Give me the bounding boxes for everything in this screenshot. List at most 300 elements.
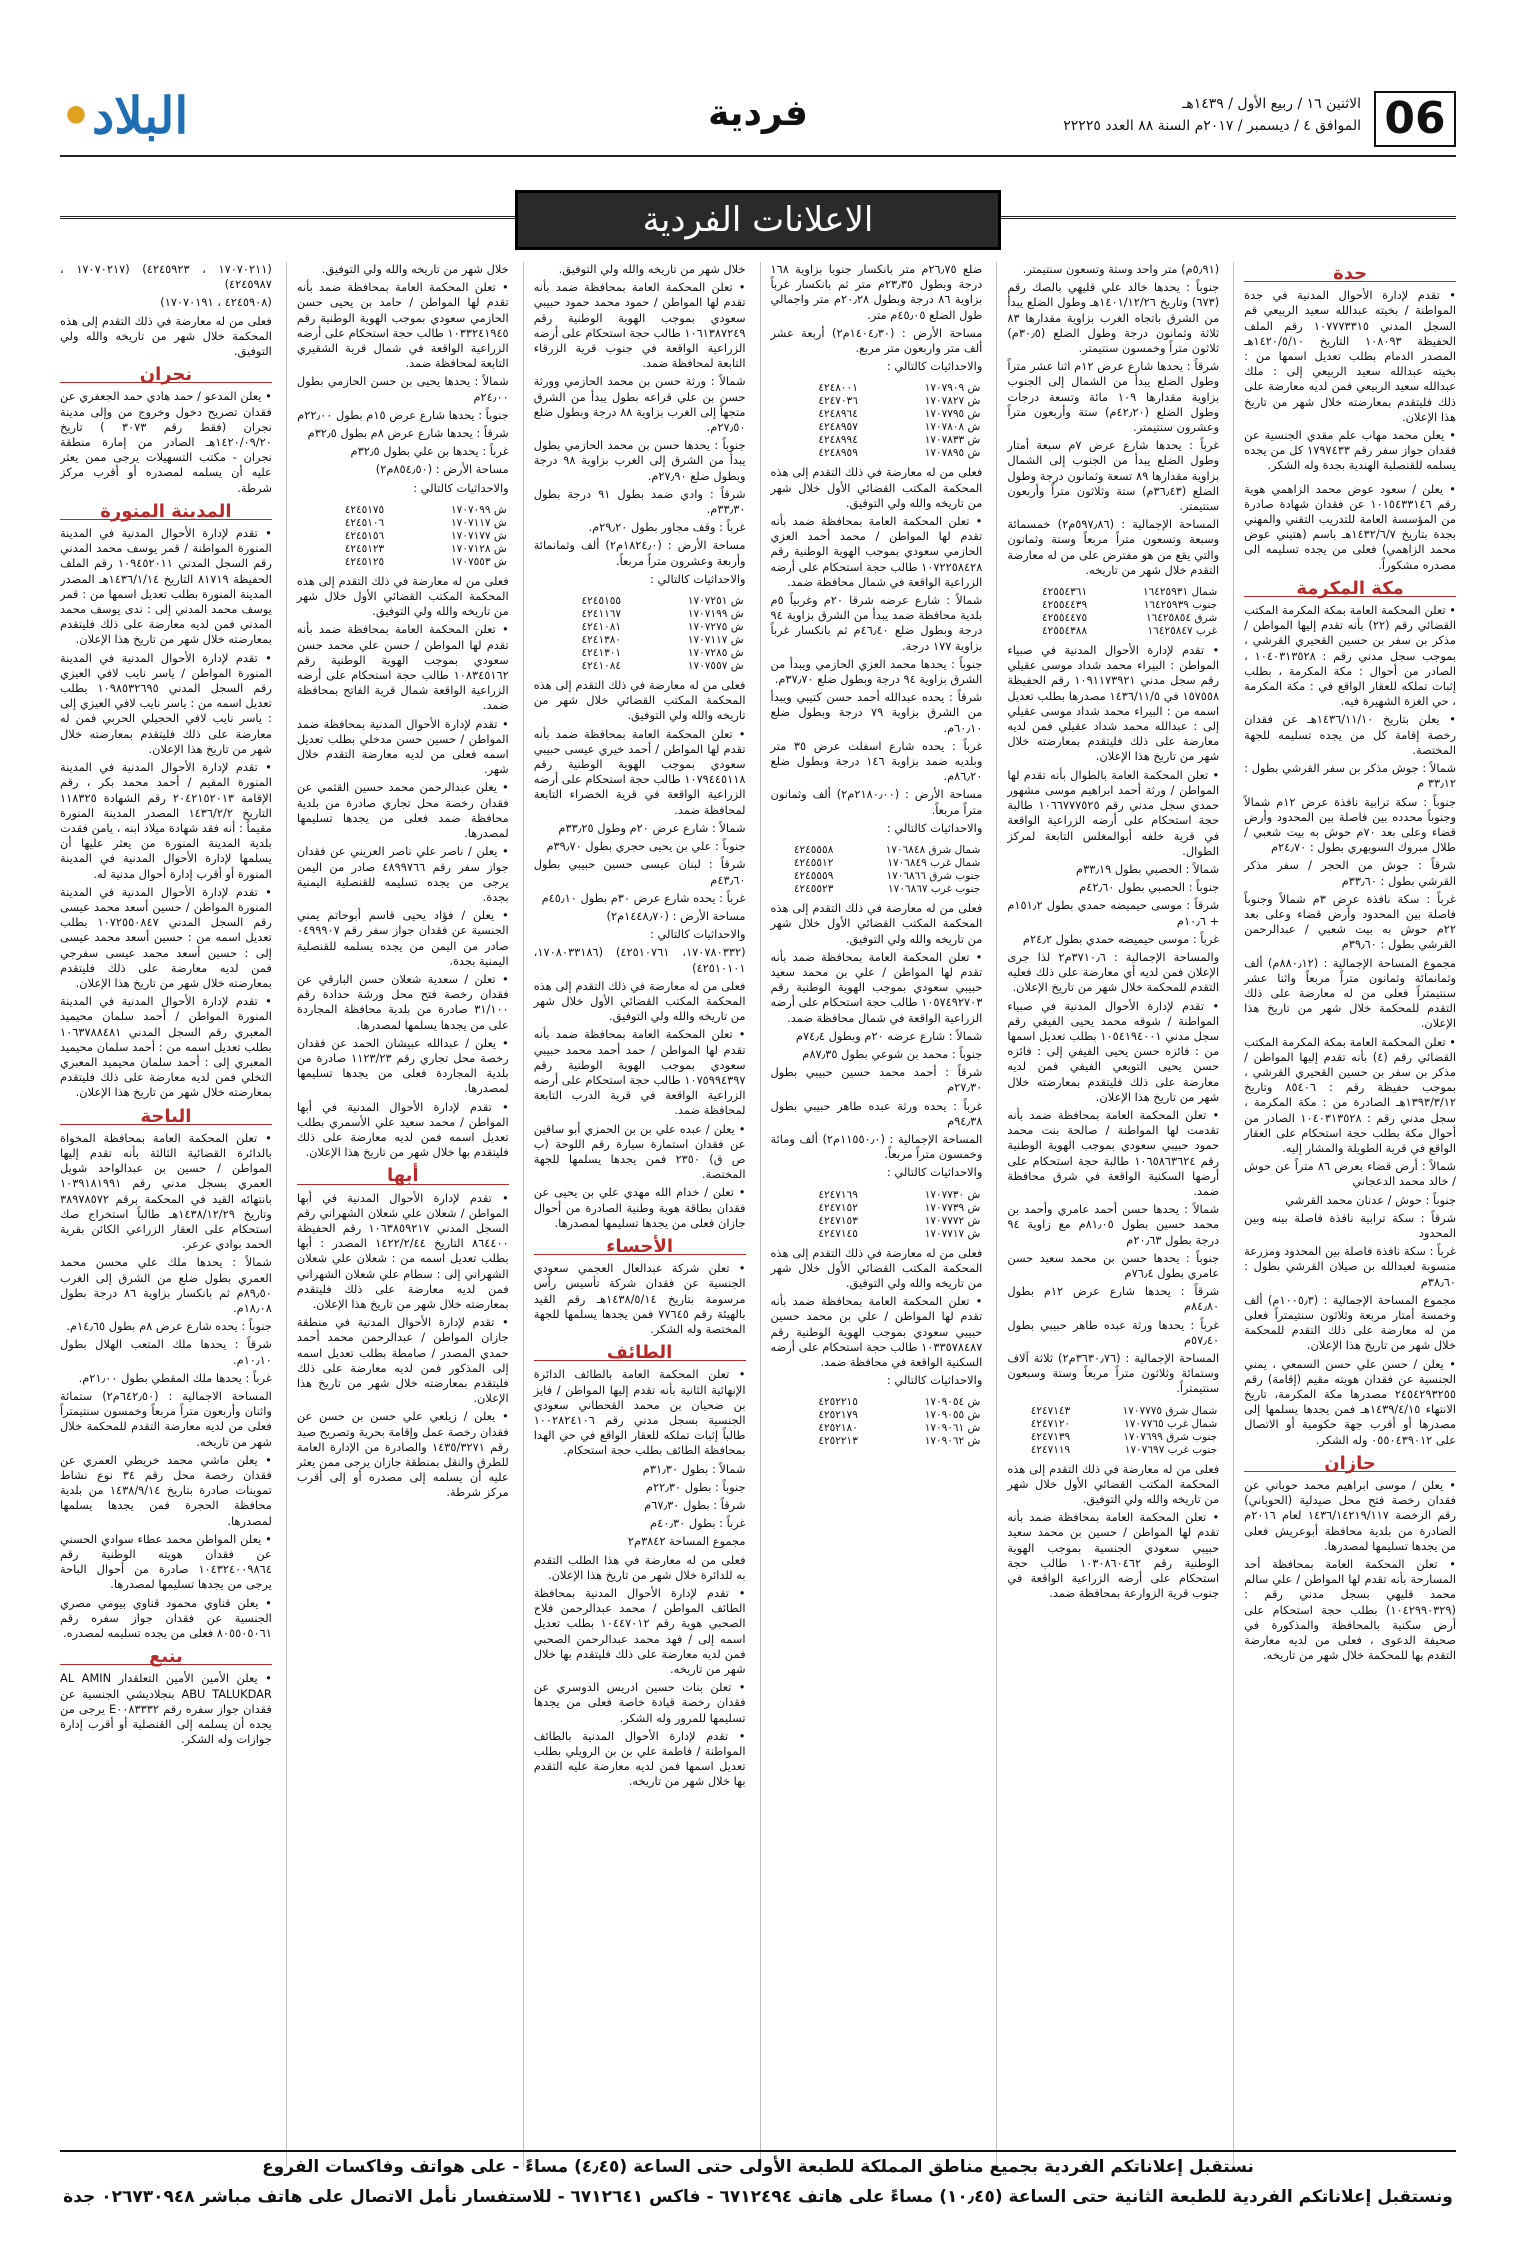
ad-paragraph: المساحة الاجمالية : (٦٤٢٫٥٠م٢) ستمائة واثنان وأربعون متراً مربعاً وخمسون سنتيمتراً فعلى من لديه معارضة التقدم للمحكمة خلال شهر من تاريخه. [60, 1389, 272, 1449]
table-row [1007, 625, 1219, 638]
ad-paragraph: فعلى من له معارضة في ذلك التقدم إلى هذه المحكمة المكتب القضائي الأول خلال شهر من تاريخه والله ولي التوفيق. [770, 1245, 983, 1290]
table-row [771, 1202, 983, 1215]
ad-paragraph: شمالاً : شارع عرضه شرقا ٢٠م وغربياً ٥م بلدية محافظة ضمد يبدأ من الشرق بزاوية ٩٤ درجة وبطول ضلع ٤٦٫٤٠م ثم بانكسار غرباً بزاوية ١٧٧ درجة. [770, 593, 983, 653]
table-row [771, 447, 983, 460]
date-line-gregorian: الموافق ٤ / ديسمبر / ٢٠١٧م السنة ٨٨ العدد ٢٢٢٢٥ [1063, 118, 1361, 134]
table-row [771, 844, 983, 857]
table-cell: ٤٢٤٥١٢٣ [344, 542, 385, 555]
table-cell: ٤٢٤٥١٧٥ [344, 503, 385, 516]
city-heading: الأحساء [534, 1239, 746, 1255]
table-row [534, 634, 746, 647]
ad-paragraph: • تعلن المحكمة العامة بالطوال بأنه تقدم لها المواطن / ورثة أحمد ابراهيم موسى مشهور حمدي سجل مدني رقم ١٠٦٦٧٧٧٥٢٥ طالبة حجة استحكام على أرضه الزراعية الواقعة في قرية خلفه أبوالمغلس التابعة لمركز الطوال. [1007, 767, 1220, 858]
table-row [534, 608, 746, 621]
table-cell: ٤٢٤٥١٥٥ [581, 595, 622, 608]
ad-paragraph: مجموع المساحة ٣٨٤٢م٢ [627, 1534, 746, 1549]
ad-paragraph: والاحداثيات كالتالي : [886, 359, 983, 374]
classified-ad [771, 465, 983, 836]
table-cell: شمال غرب ١٧٠٧٧٦٥ [1124, 1417, 1218, 1430]
table-cell: ش ١٧٠٧٢٧٥ [687, 621, 744, 634]
table-cell: ش ١٧٠٧٩٠٩ [924, 382, 981, 395]
ad-paragraph: • يعلن / زيلعي علي حسن بن حسن عن فقدان رخصة عمل وإقامة بحرية وتصريح صيد رقم ١٤٣٥/٣٢٧١ والصادرة من الإدارة العامة للطرق والنقل بمنطقة جازان يرجى ممن يعثر عليه أن يسلمه إلى مصدره أو إلى أقرب مركز شرطة. [296, 1409, 509, 1500]
table-row [297, 517, 509, 530]
ad-paragraph: فعلى من له معارضة في ذلك التقدم إلى هذه المحكمة خلال شهر من تاريخه والله ولي التوفيق. [60, 313, 272, 359]
ad-paragraph: • تقدم لإدارة الأحوال المدنية في جدة المواطنة / بخيته عبدالله سعيد الربيعي قم السجل المدني ١٠٧٧٧٣٣١٥ رقم الملف الحفيظة ١٠٨٠٩٣ التاريخ ١٤٢٠/٥/١٠هـ المصدر الدمام بطلب تعديل اسمها من : بخيته عبدالله سعيد الربيعي إلى : ملك عبدالله سعيد الربيعي فمن لديه معارضة على ذلك فليتقدم بمعارضته خلال شهر من تاريخ هذا الإعلان. [1244, 288, 1456, 424]
table-cell: ش ١٧٠٧٨٣٣ [924, 434, 981, 447]
table-row [771, 1228, 983, 1241]
table-cell: غرب ١٦٤٢٥٨٤٧ [1147, 625, 1218, 638]
classified-ad [297, 262, 509, 496]
ad-paragraph: • تقدم لإدارة الأحوال المدنية بمحافظة ضمد المواطن / حسين حسن مدخلي بطلب تعديل اسمه فعلى من لديه معارضة التقدم خلال شهر. [296, 716, 509, 777]
table-row [1007, 599, 1219, 612]
page-number: 06 [1374, 91, 1456, 147]
ad-paragraph: غرباً : يحده شارع عرض ٣٠م بطول ٤٥٫١٠م [541, 890, 746, 905]
table-cell: ٤٢٤٥١٥٦ [344, 529, 385, 542]
ad-paragraph: • يعلن / عبده علي بن بن الحمزي أبو ساقين عن فقدان استمارة سيارة رقم اللوحة (ب ص ق) ٢٣٥٠ فمن يجدها يسلمها للجهة المختصة. [533, 1121, 746, 1182]
classified-ad [60, 389, 272, 495]
table-cell: ٤٢٤١٠٨١ [581, 621, 622, 634]
table-row [771, 1396, 983, 1409]
coordinates-table [297, 504, 509, 569]
ad-paragraph: شرقاً : أحمد محمد حسين حبيبي بطول ٢٧٫٣٠م [770, 1065, 983, 1095]
logo-dot-icon: • [60, 86, 92, 145]
table-cell: ٤٢٤٥٥٥٩ [793, 870, 834, 883]
table-row [1007, 612, 1219, 625]
ad-column [996, 262, 1219, 2167]
table-cell: ش ١٧٠٧١٧٧ [451, 529, 507, 542]
ad-paragraph: • تعلن المحكمة العامة بمحافظة ضمد بأنه تقدم لها المواطن / حسين بن محمد سعيد حبيبي سعودي الجنسية بموجب الهوية الوطنية رقم ١٠٣٠٨٦٠٤٦٢ طالب حجة استحكام على أرضه الزراعية الواقعة في جنوب قرية الزوارعة بمحافظة ضمد. [1007, 1510, 1220, 1601]
table-cell: ٤٢٤٨٩٦٤ [818, 408, 858, 421]
ad-column [1233, 262, 1456, 2167]
table-cell: ش ١٧٠٧١٢٨ [451, 542, 507, 555]
ad-paragraph: جنوباً : حوش / عدنان محمد القرشي [1285, 1192, 1456, 1207]
ad-paragraph: شمالاً : يحدها ملك علي محسن محمد العمري بطول ضلع من الشرق إلى الغرب ٨٩٫٥٠م ثم بانكسار بزاوية ٨٦ درجة بطول ١٨٫٠٨م. [60, 1255, 272, 1315]
ad-paragraph: جنوباً : بطول ٢٢٫٣٠م [645, 1479, 746, 1494]
ad-paragraph: غرباً : سكة نافذة فاصلة بين المحدود ومزرعة منسوبة لعبدالله بن صيلان القرشي بطول : ٣٨٫٦٠م [1244, 1244, 1456, 1289]
coordinates-table [771, 1189, 983, 1241]
city-heading: الطائف [534, 1345, 746, 1361]
classified-ad [1007, 643, 1219, 1397]
ad-paragraph: • يعلن / فؤاد يحيى قاسم أبوحاتم يمني الجنسية عن فقدان جواز سفر رقم ٠٤٩٩٩٠٧ صادر من اليمن من يجده يسلمه للقنصلية اليمنية بجدة. [296, 908, 509, 968]
table-row [771, 1189, 983, 1202]
ad-paragraph: • تعلن / سعدية شعلان حسن البارقي عن فقدان رخصة فتح محل ورشة حدادة رقم ٣١/١٠٠ صادرة من بلدية محافظة المجاردة على من يجدها يسلمها لمصدرها. [296, 971, 509, 1032]
ad-paragraph: • تقدم لإدارة الأحوال المدنية في المدينة المنورة المواطن / ياسر نايب لافي العيزي رقم السجل المدني ١٠٩٨٥٣٢٦٩٥ بطلب تعديل اسمه من : ياسر نايب لافي العيزي إلى : ياسر نايب لافي الحجيلي الحربي فمن له معارضة على ذلك فليتقدم بمعارضته خلال شهر من تاريخ هذا الإعلان. [60, 650, 272, 756]
ad-paragraph: • تقدم لإدارة الأحوال المدنية في المدينة المنورة المواطنة / قمر يوسف محمد المدني رقم السجل المدني ١٠٩٤٥٢٠١١ رقم الملف الحفيظة ٨١٧١٩ التاريخ ١٤٣٦/١/١٤هـ المصدر المدينة المنورة بطلب تعديل اسمها من : قمر يوسف محمد المدني إلى : ندى يوسف محمد المدني فمن لديه معارضة على ذلك فليتقدم بمعارضته خلال شهر من تاريخ هذا الإعلان. [60, 526, 272, 647]
table-cell: ش ١٧٠٩٠٥٥ [924, 1409, 981, 1422]
ad-paragraph: غرباً : يحدها بن علي بطول ٣٢٫٥م [350, 444, 509, 459]
table-cell: شرق ١٦٤٢٥٨٥٤ [1145, 612, 1218, 625]
classified-ad [771, 1246, 983, 1389]
ad-paragraph: شمالاً : ورثة حسن بن محمد الحازمي وورثة حسن بن علي قراعه بطول يبدأ من الشرق متجهاً إلى الغرب بزاوية ٨٨ درجة وبطول ضلع ٢٧٫٥٠م. [533, 374, 746, 435]
ad-paragraph: والاحداثيات كالتالي : [886, 1165, 983, 1180]
ad-paragraph: • تعلن المحكمة العامة بالطائف الدائرة الإنهائية الثانية بأنه تقدم إليها المواطن / فايز بن ضحيان بن محمد القحطاني سعودي الجنسية بسجل مدني رقم ١٠٠٢٨٢٤١٠٦ طالباً إثبات تملكه للعقار الواقع في حي الهدا بمحافظة الطائف بطلب حجة استحكام. [533, 1367, 746, 1458]
table-cell: ش ١٧٠٩٠٦١ [924, 1422, 981, 1435]
ad-paragraph: • تعلن المحكمة العامة بمحافظة ضمد بأنه تقدم لها المواطن / علي بن محمد سعيد حبيبي سعودي بموجب الهوية الوطنية رقم ١٠٥٧٤٩٢٧٠٣ طالب حجة استحكام على أرضه الزراعية الواقعة في شمال محافظة ضمد. [770, 949, 983, 1025]
ad-paragraph: • تعلن المحكمة العامة بمحافظة المخواة بالدائرة القضائية الثالثة بأنه تقدم إليها المواطن / حسين بن عبدالواحد شويل العمري بسجل مدني رقم ١٠٣٩١٨١٩٩١ بانتهائه القيد في المحكمة برقم ٣٨٩٧٨٥٧٢ وتاريخ ١٤٣٨/١٢/٢٩هـ طالباً استخراج صك استحكام على العقار الزراعي الكائن بقرية الحمد بوادي عرعر. [60, 1130, 272, 1252]
table-cell: ٤٢٤٥٥١٢ [793, 857, 834, 870]
ad-paragraph: شرقاً : يحده عبدالله أحمد حسن كتيبي ويبدأ من الشرق بزاوية ٧٩ درجة وبطول ضلع ٦٠٫١٠م. [770, 690, 983, 735]
table-row [1007, 1444, 1219, 1457]
footer-line-2: ونستقبل إعلاناتكم الفردية للطبعة الثانية حتى الساعة (١٠٫٤٥) مساءً على هاتف ٦٧١٢٤٩٤ - فاكس ٦٧١٢٦٤١ - للاستفسار نأمل الاتصال على هاتف مباشر ٠٢٦٧٣٠٩٤٨ جدة [63, 2187, 1453, 2207]
classified-ad [534, 1367, 746, 1789]
ad-paragraph: المساحة الإجمالية : (٥٩٧٫٨٦م٢) خمسمائة وسبعة وتسعون متراً مربعاً وستة وثمانون والتي يقع من هو مفترض على من له معارضة التقدم خلال شهر من تاريخه. [1007, 517, 1220, 577]
table-cell: ٤٢٤٧١٢٠ [1030, 1417, 1071, 1430]
ad-paragraph: (١٧٠٧٨٠٣٣٢، ٤٢٥١٠٧٦١) (١٧٠٨٠٣٣١٨٦، ٤٢٥١٠١٠١) [533, 945, 746, 975]
table-cell: جنوب ١٦٤٢٥٩٣٩ [1143, 599, 1218, 612]
ad-paragraph: مساحة الأرض : (٢١٨٠٫٠٠م٢) ألف وثمانون متراً مربعاً. [770, 787, 983, 817]
table-cell: جنوب غرب ١٧٠٦٨٦٧ [888, 883, 981, 896]
ad-paragraph: شرقاً : وادي ضمد بطول ٩١ درجة بطول ٣٣٫٣٠م. [533, 486, 746, 517]
table-row [1007, 586, 1219, 599]
ad-paragraph: والاحداثيات كالتالي : [413, 480, 509, 495]
table-row [297, 530, 509, 543]
ad-paragraph: (١٧٠٧٠٢١١ ، ٤٢٤٥٩٢٣) (١٧٠٧٠٢١٧ ، ٤٢٤٥٩٨٧) [60, 262, 272, 292]
ad-paragraph: مجموع المساحة الإجمالية : (٨٨٠٫١٢م) ألف وثمانمائة وثمانون متراً مربعاً واثنا عشر سنتيمتراً فعلى من له معارضة على ذلك التقدم للمحكمة خلال شهر من تاريخ هذا الإعلان. [1244, 955, 1456, 1031]
ad-paragraph: • تقدم لإدارة الأحوال المدنية بالطائف المواطنة / فاطمة علي بن بن الرويلي بطلب تعديل اسمها فمن لديه معارضة عليه التقدم بها خلال شهر من تاريخه. [533, 1728, 746, 1789]
table-cell: جنوب شرق ١٧٠٧٦٩٩ [1123, 1430, 1218, 1443]
classified-ad [60, 526, 272, 1101]
table-row [1007, 1405, 1219, 1418]
table-row [534, 621, 746, 634]
table-cell: ٤٢٤٧١٤٣ [1030, 1404, 1071, 1417]
table-cell: ش ١٧٠٧٠٩٩ [451, 503, 507, 516]
ad-paragraph: شمالاً : الحصبي بطول ٣٣٫١٩م [1076, 861, 1220, 876]
ad-paragraph: غرباً : سكة نافذة عرض ٣م شمالاً وجنوباً فاصلة بين المحدود وأرض قضاء وعلى بعد ٢٢م حوش به بيت شعبي / عبدالرحمن القرشي بطول : ٣٩٫٦٠م [1244, 891, 1456, 952]
table-cell: شمال شرق ١٧٠٧٧٧٥ [1122, 1404, 1218, 1417]
ad-paragraph: (٥٫٩١م) متر واحد وستة وتسعون سنتيمتر. [1022, 262, 1220, 276]
ad-paragraph: مجموع المساحة الإجمالية : (١٠٠٥٫٣م) ألف وخمسة أمتار مربعة وثلاثون سنتيمتراً فعلى من له معارضة على ذلك التقدم للمحكمة خلال شهر من تاريخ هذا الإعلان. [1244, 1292, 1456, 1353]
table-cell: ش ١٧٠٩٠٥٤ [924, 1396, 981, 1409]
table-cell: ٤٢٤٧٠٣٦ [818, 395, 858, 408]
section-banner [60, 190, 1456, 244]
ad-paragraph: غرباً : يحده شارع اسفلت عرض ٣٥ متر وبلديه ضمد بزاوية ١٤٦ درجة وبطول ضلع ٨٦٫٢٠م. [770, 738, 983, 784]
table-cell: ش ١٧٠٧١١٧ [687, 634, 744, 647]
ad-paragraph: غرباً : يحدها شارع عرض ٧م سبعة أمتار وطول الضلع يبدأ من الجنوب إلى الشمال بزاوية مقدارها ٨٩ تسعة وثمانون درجة وطول الضلع (٣٦٫٤٣م) ستة وثلاثون متراً وأربعون سنتيمتر. [1007, 438, 1220, 514]
table-cell: ش ١٧٠٧٨٢٧ [924, 395, 981, 408]
table-row [534, 660, 746, 673]
ad-paragraph: فعلى من له معارضة في هذا الطلب التقدم به للدائرة خلال شهر من تاريخ هذا الإعلان. [533, 1552, 746, 1582]
table-row [771, 434, 983, 447]
ad-paragraph: • يعلن المواطن محمد عطاء سوادي الحسني عن فقدان هويته الوطنية رقم ١٠٤٣٢٤٠٠٩٨٦٤ صادرة من أحوال الباحة يرجى من يجدها تسليمها لمصدرها. [60, 1531, 272, 1592]
table-cell: ٤٢٤٨٩٥٩ [818, 447, 858, 460]
ad-paragraph: فعلى من له معارضة في ذلك التقدم إلى هذه المحكمة المكتب القضائي الأول خلال شهر من تاريخه والله ولي التوفيق. [1007, 1461, 1220, 1507]
ad-paragraph: جنوباً : يحده شارع عرض ٨م بطول ١٤٫٦٥م. [66, 1319, 272, 1334]
ad-paragraph: غرباً : يحده ورثة عبده طاهر حبيبي بطول ٩٤٫٣٨م [770, 1098, 983, 1128]
table-row [771, 857, 983, 870]
classified-ad [1244, 603, 1456, 1448]
ad-paragraph: • تعلن بنات حسين ادريس الدوسري عن فقدان رخصة قيادة خاصة فعلى من يجدها تسليمها للمرور وله الشكر. [533, 1680, 746, 1725]
table-cell: ٤٢٥٢١٨٠ [818, 1422, 858, 1435]
coordinates-table [534, 595, 746, 673]
table-cell: ٤٢٤٧١٣٩ [1030, 1430, 1071, 1443]
table-row [771, 421, 983, 434]
masthead [60, 85, 1456, 157]
city-heading: أبها [297, 1168, 509, 1184]
classified-ad [60, 1131, 272, 1642]
table-cell: ش ١٧٠٧٥٥٧ [687, 660, 744, 673]
city-heading: ينبع [60, 1649, 272, 1665]
classified-ad [534, 262, 746, 587]
table-cell: ٤٢٤٧١٥٣ [818, 1214, 858, 1227]
ad-paragraph: جنوباً : يحدها شارع عرض ١٥م بطول ٢٢٫٠٠م [297, 407, 509, 422]
table-row [534, 595, 746, 608]
table-row [297, 543, 509, 556]
ad-paragraph: جنوباً : يحدها حسن بن محمد سعيد حسن عامري بطول ٧٦٫٤م [1007, 1250, 1220, 1280]
ad-paragraph: فعلى من له معارضة في ذلك التقدم إلى هذه المحكمة المكتب القضائي الأول خلال شهر من تاريخه والله ولي التوفيق. [296, 573, 509, 619]
table-cell: ش ١٧٠٧٧٣٩ [924, 1201, 981, 1214]
ad-column [60, 262, 272, 2167]
city-heading: جدة [1244, 266, 1456, 282]
ad-paragraph: • يعلن / موسى ابراهيم محمد حوباني عن فقدان رخصة فتح محل صيدلية (الحوباني) رقم الرخصة ١٤٣٦/١٤٢١٩/١١٧ لعام ٢٠١٦م الصادرة من بلدية محافظة أبوعريش فعلى من يجدها تسليمها لمصدرها. [1244, 1478, 1456, 1553]
ad-paragraph: شرقاً : يحدها شارع عرض ١٢م بطول ٨٤٫٨٠م [1007, 1284, 1220, 1314]
ad-paragraph: • تقدم لإدارة الأحوال المدنية في المدينة المنورة المواطن / حسين أسعد محمد عيسى رقم السجل المدني ١٠٧٢٥٥٠٨٤٧ بطلب تعديل اسمه من : حسين أسعد محمد عيسى إلى : حسين أسعد محمد عيسى سفرجي فمن لديه معارضة على ذلك فليتقدم بمعارضته خلال شهر من تاريخ هذا الإعلان. [60, 884, 272, 990]
table-cell: ٤٢٤٨٩٥٧ [818, 421, 858, 434]
city-heading: مكة المكرمة [1244, 581, 1456, 597]
ad-paragraph: جنوباً : علي بن يحيى حجري بطول ٣٩٫٧٠م [546, 839, 746, 854]
ad-paragraph: غرباً : يحدها ورثة عبده طاهر حبيبي بطول ٥٧٫٤٠م [1007, 1317, 1220, 1347]
table-cell: ش ١٧٠٧٧٣٠ [924, 1188, 981, 1201]
city-heading: الباحة [60, 1109, 272, 1125]
table-cell: ش ١٧٠٧٢٥١ [687, 595, 744, 608]
table-row [534, 647, 746, 660]
table-row [771, 382, 983, 395]
ad-paragraph: • تعلن المحكمة العامة بمحافظة ضمد بأنه تقدم لها المواطن / محمد أحمد العزي الحازمي سعودي بموجب الهوية الوطنية رقم ١٠٧٢٢٥٨٤٢٨ طالب حجة استحكام على أرضه الزراعية الواقعة في شمال محافظة ضمد. [770, 514, 983, 589]
ad-paragraph: فعلى من له معارضة في ذلك التقدم إلى هذه المحكمة المكتب القضائي الأول خلال شهر من تاريخه والله ولي التوفيق. [533, 978, 746, 1024]
table-cell: ٤٢٤٧١٤٥ [818, 1227, 858, 1240]
ad-paragraph: شرقاً : لبنان عيسى حسين حبيبي بطول ٤٣٫٦٠م [533, 857, 746, 887]
table-cell: ٤٢٥٥٤٣٦١ [1041, 586, 1088, 599]
table-cell: ٤٢٥٥٤٣٨٨ [1041, 625, 1088, 638]
ad-paragraph: خلال شهر من تاريخه والله ولي التوفيق. [321, 262, 509, 276]
classified-ad [771, 262, 983, 374]
ad-paragraph: جنوباً : الحصبي بطول ٤٢٫٦٠م [1079, 880, 1220, 895]
ad-paragraph: غرباً : يحدها ملك المقطي بطول ٢١٫٠٠م. [78, 1370, 272, 1385]
table-cell: ٤٢٤٨٠٠١ [818, 382, 858, 395]
ad-paragraph: المساحة الإجمالية : (١١٥٥٠٫٠م٢) ألف ومائة وخمسون متراً مربعاً. [770, 1131, 983, 1162]
table-row [297, 504, 509, 517]
ad-paragraph: • تعلن المحكمة العامة بمكة المكرمة المكتب القضائي رقم (٤) بأنه تقدم إليها المواطن / مذكر بن سفر بن حسين القحيري القرشي ، بموجب حفيظة رقم : ٨٥٤٠٦ وتاريخ ١٣٩٣/٣/١٢هـ الصادرة من : مكة المكرمة ، سجل مدني رقم : ١٠٤٠٣١٣٥٢٨ الصادر من أحوال مكة بطلب حجة استحكام على العقار الواقع في قرية الطويلة والمشار إليه. [1244, 1034, 1456, 1155]
table-cell: ٤٢٤٥١٢٥ [344, 555, 385, 568]
table-row [771, 1422, 983, 1435]
ad-column [760, 262, 983, 2167]
table-cell: شمال شرق ١٧٠٦٨٤٨ [885, 844, 981, 857]
ad-paragraph: ضلع ٢٦٫٧٥م متر بانكسار جنوبا بزاوية ١٦٨ درجة وبطول ٢٣٫٣٥م متر ثم بانكسار غرباً بزاوية ٨٦ درجة وبطول ٢٠٫٢٨م متر واجمالي طول الضلع ٤٥٫٠٥م متر. [770, 262, 983, 322]
table-row [1007, 1418, 1219, 1431]
ad-paragraph: شمالاً : شارع عرض ٢٠م وطول ٣٣٫٢٥م [558, 820, 746, 835]
ad-paragraph: • تقدم لإدارة الأحوال المدنية بمحافظة الطائف المواطن / محمد عبدالرحمن فلاح الصحبي هوية رقم ١٠٤٤٧٠١٢ بطلب تعديل اسمه إلى / فهد محمد عبدالرحمن الصحبي فمن لديه معارضة على ذلك فليتقدم بها خلال شهر من تاريخه. [533, 1586, 746, 1677]
ad-column [523, 262, 746, 2167]
ad-paragraph: • تقدم لإدارة الأحوال المدنية في صبياء المواطن : البيراء محمد شداد موسى عقيلي رقم سجل مدني ١٠٩١١٧٣٩٢١ رقم الحفيظة ١٥٧٥٥٨ في ١٤٣٦/١١/٥ مصدرها بطلب تعديل اسمه من : البيراء محمد شداد موسى عقيلي إلى : عبدالله محمد شداد عقيلي فمن لديه معارضة على ذلك فليتقدم بمعارضته خلال شهر من تاريخ هذا الإعلان. [1007, 643, 1220, 764]
classified-ad [60, 1671, 272, 1747]
table-cell: ٤٢٤٥٥٢٣ [793, 883, 834, 896]
newspaper-logo [60, 85, 210, 147]
table-row [771, 1215, 983, 1228]
table-row [771, 870, 983, 883]
table-cell: جنوب شرق ١٧٠٦٨٦٦ [886, 870, 981, 883]
ad-paragraph: شمالاً : يحدها حسن أحمد عامري وأحمد بن محمد حسين بطول ٨١٫٠٥م مع زاوية ٩٤ درجة بطول ٢٠٫٦٣م [1007, 1202, 1220, 1247]
ad-paragraph: (٤٢٤٥٩٠٨ ، ١٧٠٧٠١٩١) [160, 295, 272, 310]
ad-paragraph: والاحداثيات كالتالي : [650, 927, 746, 942]
ad-paragraph: مساحة الأرض : (١٤٠٤٫٣٠م٢) أربعة عشر ألف متر واربعون متر مربع. [770, 325, 983, 356]
table-row [297, 556, 509, 569]
ad-paragraph: مساحة الأرض : (١٨٢٤٫٠م٢) ألف وثمانمائة وأربعة وعشرون متراً مربعاً. [533, 538, 746, 568]
ad-paragraph: شمالاً : أرض قضاء بعرض ٨٦ متراً عن حوش / خالد محمد الدعجاني [1244, 1159, 1456, 1189]
ad-paragraph: • تقدم لإدارة الأحوال المدنية في أبها المواطن / محمد سعيد علي الأسمري بطلب تعديل اسمه فمن لديه معارضة على ذلك فليتقدم بها خلال شهر من تاريخ هذا الإعلان. [296, 1099, 509, 1160]
table-cell: ش ١٧٠٧١١٧ [451, 516, 507, 529]
classified-ad [771, 901, 983, 1180]
coordinates-table [771, 382, 983, 460]
ad-paragraph: • يعلن / سعود عوض محمد الزاهمي هوية رقم ١٠١٥٤٣٣١٤٦ عن فقدان شهادة صادرة من المؤسسة العامة للتدريب التقني والمهني بجدة بتاريخ ١٤٣٢/٦/٧هـ باسم (هتيني عوض محمد الزاهمي) فعلى من يجده تسليمه الى مصدره مشكوراً. [1244, 481, 1456, 572]
table-cell: ٤٢٥٢٢١٥ [818, 1396, 858, 1409]
section-name: فردية [708, 93, 808, 134]
ad-paragraph: فعلى من له معارضة في ذلك التقدم إلى هذه المحكمة المكتب القضائي خلال شهر من تاريخه والله ولي التوفيق. [533, 678, 746, 723]
ad-paragraph: جنوباً : يحدها خالد علي قليهي بالصك رقم (٦٧٣) وتاريخ ١٤٠١/١٢/٢٦هـ وطول الضلع يبدأ من الشرق باتجاه الغرب بزاوية مقدارها ٨٣ ثلاثة وثمانون درجة وطول الضلع (٣٠٫٥م) ثلاثون متراً وخمسون سنتيمتر. [1007, 280, 1220, 356]
ad-paragraph: • يعلن ماشي محمد خريطي العمري عن فقدان رخصة محل رقم ٣٤ نوع نشاط تموينات صادرة بتاريخ ١٤٣٨/٩/١٤ من بلدية محافظة الحجرة فمن يجدها يسلمها لمصدرها. [60, 1452, 272, 1528]
ad-paragraph: • تعلن المحكمة العامة بمحافظة أحد المسارحة بأنه تقدم لها المواطن / علي سالم محمد قليهي بسجل مدني رقم : (١٠٤٢٩٩٠٣٢٩) بطلب حجة استحكام على أرض سكنية بالمحافظة والمذكورة في صحيفة الدعوى ، فعلى من لديه معارضة التقدم بها للمحكمة خلال شهر من تاريخه. [1244, 1557, 1456, 1663]
ad-columns [60, 262, 1456, 2167]
table-cell: ش ١٧٠٧٧١٧ [924, 1227, 981, 1240]
ad-paragraph: • تقدم لإدارة الأحوال المدنية في المدينة المنورة المقيم / أحمد محمد بكر ، رقم الإقامة ٢٠٤٢١٥٢٠١٣ رقم الشهادة ١١٨٣٢٥ التاريخ ١٤٣٦/٢/٢ المصدر المدينة المنورة مقيماً : أنه فقد شهادة ميلاد ابنه ، يامن فقدت بلدية المدينة المنورة من يعثر عليها أن يسلمها لإدارة الأحوال المدنية في المدينة المنورة أو أقرب إدارة أحوال مدنية له. [60, 760, 272, 881]
table-row [771, 1435, 983, 1448]
table-cell: ٤٢٤٥١٠٦ [344, 516, 385, 529]
ad-paragraph: • يعلن محمد مهاب علم مقدي الجنسية عن فقدان جواز سفر رقم ١٧٩٧٤٣٣ كل من يجده يسلمه للقنصلية الهندية بجدة وله الشكر. [1244, 428, 1456, 473]
ad-paragraph: • تعلن المحكمة العامة بمحافظة ضمد بأنه تقدم لها المواطن / حسن علي محمد حسن سعودي بموجب الهوية الوطنية رقم ١٠٨٣٤٥١٦٢ طالب حجة استحكام على أرضه الزراعية الواقعة شمال قرية الفاتح بمحافظة ضمد. [296, 622, 509, 713]
ad-paragraph: شرقاً : سكة ترابية نافذة فاصلة بينه وبين المحدود [1244, 1210, 1456, 1240]
table-row [1007, 1431, 1219, 1444]
ad-paragraph: • يعلن / ناصر علي ناصر العريني عن فقدان جواز سفر رقم ٤٨٩٩٧٦٦ صادر من اليمن يرجى من يجده تسليمه للقنصلية اليمنية بجدة. [296, 844, 509, 904]
table-cell: ٤٢٤٧١١٩ [1030, 1443, 1071, 1456]
ad-paragraph: شرقاً : يحدها شارع عرض ١٢م اثنا عشر متراً وطول الضلع يبدأ من الشمال إلى الجنوب بزاوية مقدارها ١٠٩ مائة وتسعة درجات وطول الضلع (٤٢٫٢٠م) ستة وأربعون متراً وعشرون سنتيمتر. [1007, 359, 1220, 435]
table-cell: ش ١٧٠٧٧٧٢ [924, 1214, 981, 1227]
ad-paragraph: والمساحة الإجمالية : ٣٧١٠٫٦م٢ لذا جرى الإعلان فمن لديه أي معارضة على ذلك فعليه التقدم للمحكمة خلال شهر من تاريخ الإعلان. [1007, 949, 1220, 995]
ad-paragraph: والاحداثيات كالتالي : [650, 571, 746, 586]
ad-paragraph: شمالاً : جوش مذكر بن سفر القرشي بطول : ٣٣٫١٢ م [1244, 761, 1456, 791]
ad-paragraph: جنوباً : يحدها حسن بن محمد الحازمي بطول يبدأ من الشرق إلى الغرب بزاوية ٩٨ درجة وبطول ضلع ٢٧٫٩٠م. [533, 438, 746, 483]
table-row [771, 395, 983, 408]
ad-paragraph: شرقاً : يحدها شارع عرض ٨م بطول ٣٢٫٥م [307, 426, 509, 441]
table-cell: ش ١٧٠٧٢٨٥ [687, 647, 744, 660]
table-cell: ٤٢٥٢١٧٩ [818, 1409, 858, 1422]
ad-paragraph: جنوباً : محمد بن شوعي بطول ٨٧٫٣٥م [802, 1046, 983, 1061]
ad-paragraph: • تقدم لإدارة الأحوال المدنية في المدينة المنورة المواطن / أحمد سلمان محيميد المعبري رقم السجل المدني ١٠٦٣٧٨٨٤٨١ بطلب تعديل اسمه من : أحمد سلمان محيميد المعبري إلى : أحمد سلمان محيميد المعبري التخلي فمن لديه معارضة على ذلك فليتقدم بمعارضته خلال شهر من تاريخ هذا الإعلان. [60, 994, 272, 1100]
classified-ad [297, 574, 509, 1161]
ad-paragraph: شرقاً : يحدها ملك المتعب الهلال بطول ١٠٫١٠م. [60, 1337, 272, 1367]
ad-paragraph: • تعلن المحكمة العامة بمحافظة ضمد بأنه تقدم لها المواطن / حمود محمد حمود حبيبي سعودي بموجب الهوية الوطنية رقم ١٠٦١٣٨٧٢٤٩ طالب حجة استحكام على أرضه الزراعية الواقعة في جنوب قرية الزرقاء التابعة لمحافظة ضمد. [533, 280, 746, 371]
logo-text: البلاد [91, 86, 189, 145]
ad-paragraph: شرقاً : بطول ٦٧٫٣٠م [644, 1498, 746, 1513]
city-heading: نجران [60, 367, 272, 383]
ad-paragraph: • يعلن / عبدالله عبيشان الحمد عن فقدان رخصة محل تجاري رقم ١١٢٣/٢٣ صادرة من بلدية المجاردة فعلى من يجدها تسليمها لمصدرها. [296, 1035, 509, 1096]
ad-paragraph: • تقدم لإدارة الأحوال المدنية في صبياء المواطنة / شوقه محمد يحيى الفيفي رقم سجل مدني ١٠٥٤١٩٤٠٠١ بطلب تعديل اسمها من : فائزه حسن يحيى الفيفي إلى : فائزه حسن يحيى التويعي الفيفي فمن لديه معارضة على ذلك فليتقدم بمعارضته خلال شهر من تاريخ هذا الإعلان. [1007, 998, 1220, 1104]
classified-ad [60, 262, 272, 359]
footer-line-1: نستقبل إعلاناتكم الفردية بجميع مناطق المملكة للطبعة الأولى حتى الساعة (٤٫٤٥) مساءً - على هواتف وفاكسات الفروع [262, 2157, 1254, 2177]
table-cell: ٤٢٥٢٢١٣ [818, 1435, 858, 1448]
date-line-hijri: الاثنين ١٦ / ربيع الأول / ١٤٣٩هـ [1182, 96, 1361, 112]
classified-ad [534, 1261, 746, 1337]
table-cell: ٤٢٤٧١٥٢ [818, 1201, 858, 1214]
ad-paragraph: والاحداثيات كالتالي : [886, 820, 983, 835]
coordinates-table [771, 844, 983, 896]
table-cell: ٤٢٥٥٤٤٧٥ [1041, 612, 1088, 625]
ad-paragraph: جنوباً : يحدها محمد العزي الحازمي ويبدأ من الشرق بزاوية ٩٤ درجة وبطول ضلع ٣٧٫٧٠م. [770, 656, 983, 687]
city-heading: المدينة المنورة [60, 504, 272, 520]
ad-paragraph: شرقاً : جوش من الحجر / سفر مذكر القرشي بطول : ٣٣٫٦٠م [1244, 858, 1456, 888]
ad-paragraph: • يعلن بتاريخ ١٤٣٦/١١/١٠هـ عن فقدان رخصة إقامة كل من يجده تسليمه للجهة المختصة. [1244, 712, 1456, 757]
ad-paragraph: • يعلن المدعو / حمد هادي حمد الجعفري عن فقدان تصريح دخول وخروج من وإلى مدينة نجران (فقط رقم ٣٠٧٣ ) تاريخ ١٤٢٠/٠٩/٢٠هـ الصادر من إمارة منطقة نجران - مكتب التسهيلات يرجى ممن يعثر عليه أن يسلمه لمصدره أو أقرب مركز شرطة. [60, 389, 272, 495]
ad-paragraph: • تعلن المحكمة العامة بمكة المكرمة المكتب القضائي رقم (٢٢) بأنه تقدم إليها المواطن / مذكر بن سفر بن حسين القحيري القرشي ، بموجب سجل مدني رقم : ١٠٤٠٣١٣٥٢٨ ، الصادر من أحوال : مكة المكرمة ، بطلب إثبات تملكه للعقار الواقع في : مكة المكرمة ، حي الغزة الشهيرة فيه. [1244, 603, 1456, 709]
classified-ad [1007, 1462, 1219, 1602]
table-row [771, 883, 983, 896]
table-cell: ٤٢٤١٠٨٤ [581, 660, 622, 673]
ad-paragraph: شمالاً : شارع عرضه ٢٠م وبطول ٧٤٫٤م [795, 1028, 983, 1043]
coordinates-table [1007, 1405, 1219, 1457]
ad-paragraph: مساحة الأرض : (٨٥٤٫٥٠م٢) [375, 462, 509, 477]
classified-ad [297, 1191, 509, 1501]
ad-paragraph: غرباً : بطول ٤٠٫٣٠م [650, 1516, 746, 1531]
table-cell: ش ١٧٠٧١٩٩ [687, 608, 744, 621]
table-cell: ش ١٧٠٧٨٩٥ [924, 447, 981, 460]
table-cell: ٤٢٤٧١٦٩ [818, 1188, 858, 1201]
ad-paragraph: شمالاً : بطول ٣١٫٣٠م [642, 1461, 746, 1476]
ad-paragraph: • تعلن شركة عبدالعال العجمي سعودي الجنسية عن فقدان شركة تأسيس رأس مرسومة بتاريخ ١٤٣٨/٥/١٤هـ رقم القيد بالهيئة رقم ٧٧٦٤٥ فمن يجدها يسلمها للجهة المختصة وله الشكر. [533, 1261, 746, 1336]
table-cell: ٤٢٤١٣٨٠ [581, 634, 622, 647]
ad-paragraph: • تعلن المحكمة العامة بمحافظة ضمد بأنه تقدم لها المواطن / حمد أحمد محمد حبيبي سعودي بموجب الهوية الوطنية رقم ١٠٧٥٩٩٤٣٩٧ طالب حجة استحكام على أرضه الزراعية الواقعة في قرية الدرب التابعة لمحافظة ضمد. [533, 1027, 746, 1118]
ad-paragraph: غرباً : وقف مجاور بطول ٢٩٫٢٠م. [588, 520, 746, 535]
ad-paragraph: شمالاً : يحدها يحيى بن حسن الحازمي بطول ٢٤٫٠٠م [296, 374, 509, 404]
ad-paragraph: فعلى من له معارضة في ذلك التقدم إلى هذه المحكمة المكتب القضائي الأول خلال شهر من تاريخه والله ولي التوفيق. [770, 901, 983, 946]
city-heading: جازان [1244, 1456, 1456, 1472]
table-row [771, 408, 983, 421]
table-row [771, 1409, 983, 1422]
footer-notice [60, 2150, 1456, 2222]
classified-ad [1244, 1478, 1456, 1663]
ad-paragraph: مساحة الأرض : (١٤٤٨٫٧٠م٢) [606, 908, 746, 923]
table-cell: شمال ١٦٤٢٥٩٣١ [1143, 586, 1218, 599]
table-cell: ش ١٧٠٧٧٩٥ [924, 408, 981, 421]
ad-paragraph: • يعلن قناوي محمود قناوي بيومي مصري الجنسية عن فقدان جواز سفره رقم ٨٠٥٥٠٥٠٦١ فعلى من يجده تسليمه لمصدره. [60, 1595, 272, 1641]
ad-paragraph: • تعلن المحكمة العامة بمحافظة ضمد بأنه تقدم لها المواطن / أحمد خيري عيسى حبيبي سعودي بموجب الهوية الوطنية رقم ١٠٧٩٤٤٥١١٨ طالب حجة استحكام على أرضه الزراعية الواقعة في قرية الخضراء التابعة لمحافظة ضمد. [533, 726, 746, 817]
ad-paragraph: المساحة الإجمالية : (٣٦٣٠٫٧٦م٢) ثلاثة آلاف وستمائة وثلاثون متراً مربعاً وستة وسبعون سنتيمتراً. [1007, 1351, 1220, 1396]
classified-ad [534, 678, 746, 1231]
ad-paragraph: • تقدم لإدارة الأحوال المدنية في أبها المواطن / شعلان علي شعلان الشهراني رقم السجل المدني ١٠٦٣٨٥٩٢١٧ رقم الحفيظة ٨٦٤٤٠٠ التاريخ ١٤٢٢/٢/٤٤ المصدر : أبها بطلب تعديل اسمه من : شعلان علي شعلان الشهراني إلى : سطام علي شعلان الشهراني فمن لديه معارضة على ذلك فليتقدم بمعارضته خلال شهر من تاريخ هذا الإعلان. [296, 1190, 509, 1311]
ad-paragraph: • يعلن عبدالرحمن محمد حسين القثمي عن فقدان رخصة محل تجاري صادرة من بلدية محافظة ضمد فعلى من يجدها تسليمها لمصدرها. [296, 780, 509, 841]
ad-paragraph: • تعلن المحكمة العامة بمحافظة ضمد بأنه تقدم لها المواطن / حامد بن يحيى حسن الحازمي سعودي بموجب الهوية الوطنية رقم ١٠٣٣٢٤١٩٤٥ طالب حجة استحكام على أرضه الزراعية الواقعة في شمال قرية الشقيري التابعة لمحافظة ضمد. [296, 280, 509, 371]
table-cell: جنوب غرب ١٧٠٧٦٩٧ [1124, 1443, 1218, 1456]
coordinates-table [1007, 586, 1219, 638]
table-cell: ش ١٧٠٧٨٠٨ [924, 421, 981, 434]
ad-paragraph: والاحداثيات كالتالي : [886, 1373, 983, 1388]
ad-paragraph: غرباً : موسى حيميضه حمدي بطول ٢٤٫٢م [1022, 931, 1220, 946]
ad-paragraph: خلال شهر من تاريخه والله ولي التوفيق. [558, 262, 746, 276]
ad-paragraph: شرقاً : موسى حيميضه حمدي بطول ١٥١٫٢م + ١٠٫٦م [1007, 898, 1220, 928]
ad-paragraph: جنوباً : سكة ترابية نافذة عرض ١٢م شمالاً وجنوباً محدده بين فاصلة بين المحدود وأرض قضاء وعلى بعد ٧٠م حوش به بيت شعبي / طلال مبروك السويهري بطول : ٢٤٫٧٠م [1244, 794, 1456, 855]
ad-paragraph: • يعلن الأمين الأمين التعلقدار AL AMIN ABU TALUKDAR بنجلاديشي الجنسية عن فقدان جواز سفره رقم E٠٠٨٣٣٣٢ يرجى من يجده أن يسلمه إلى القنصلية أو أقرب إدارة جوازات وله الشكر. [60, 1671, 272, 1747]
ad-paragraph: • تعلن / خدام الله مهدي علي بن يحيى عن فقدان بطاقة هوية وطنية الصادرة من أحوال جازان فعلى من يجدها تسليمها لمصدرها. [533, 1185, 746, 1230]
table-cell: ش ١٧٠٩٠٦٢ [924, 1435, 981, 1448]
table-cell: ٤٢٥٥٤٤٣٩ [1041, 599, 1088, 612]
table-cell: ٤٢٤١٣٠١ [581, 647, 622, 660]
classified-ad [1244, 482, 1456, 573]
ad-paragraph: • تقدم لإدارة الأحوال المدنية في منطقة جازان المواطن / عبدالرحمن محمد أحمد حمدي المصدر / صامطة بطلب تعديل اسمه إلى المذكور فمن لديه معارضة على ذلك فليتقدم بمعارضته خلال شهر من تاريخ هذا الإعلان. [296, 1315, 509, 1406]
ad-paragraph: فعلى من له معارضة في ذلك التقدم إلى هذه المحكمة المكتب القضائي الأول خلال شهر من تاريخه والله ولي التوفيق. [770, 465, 983, 510]
ad-column [286, 262, 509, 2167]
ad-paragraph: • تعلن المحكمة العامة بمحافظة ضمد بأنه تقدمت لها المواطنة / صالحة بنت محمد حمود حبيبي سعودي بموجب الهوية الوطنية رقم ١٠٦٥٨٦٣٦٢٤ طالبة حجة استحكام على أرضها السكنية الواقعة في شرق محافظة ضمد. [1007, 1107, 1220, 1198]
classified-ad [1244, 288, 1456, 473]
banner-title: الاعلانات الفردية [515, 190, 1001, 250]
table-cell: ٤٢٤٨٩٩٤ [818, 434, 858, 447]
ad-paragraph: • تعلن المحكمة العامة بمحافظة ضمد بأنه تقدم لها المواطن / علي بن محمد حسين حبيبي سعودي بموجب الهوية الوطنية رقم ١٠٣٣٥٧٨٤٨٧ طالب حجة استحكام على أرضه السكنية الواقعة في محافظة ضمد. [770, 1294, 983, 1369]
coordinates-table [771, 1396, 983, 1448]
table-cell: شمال غرب ١٧٠٦٨٤٩ [887, 857, 981, 870]
